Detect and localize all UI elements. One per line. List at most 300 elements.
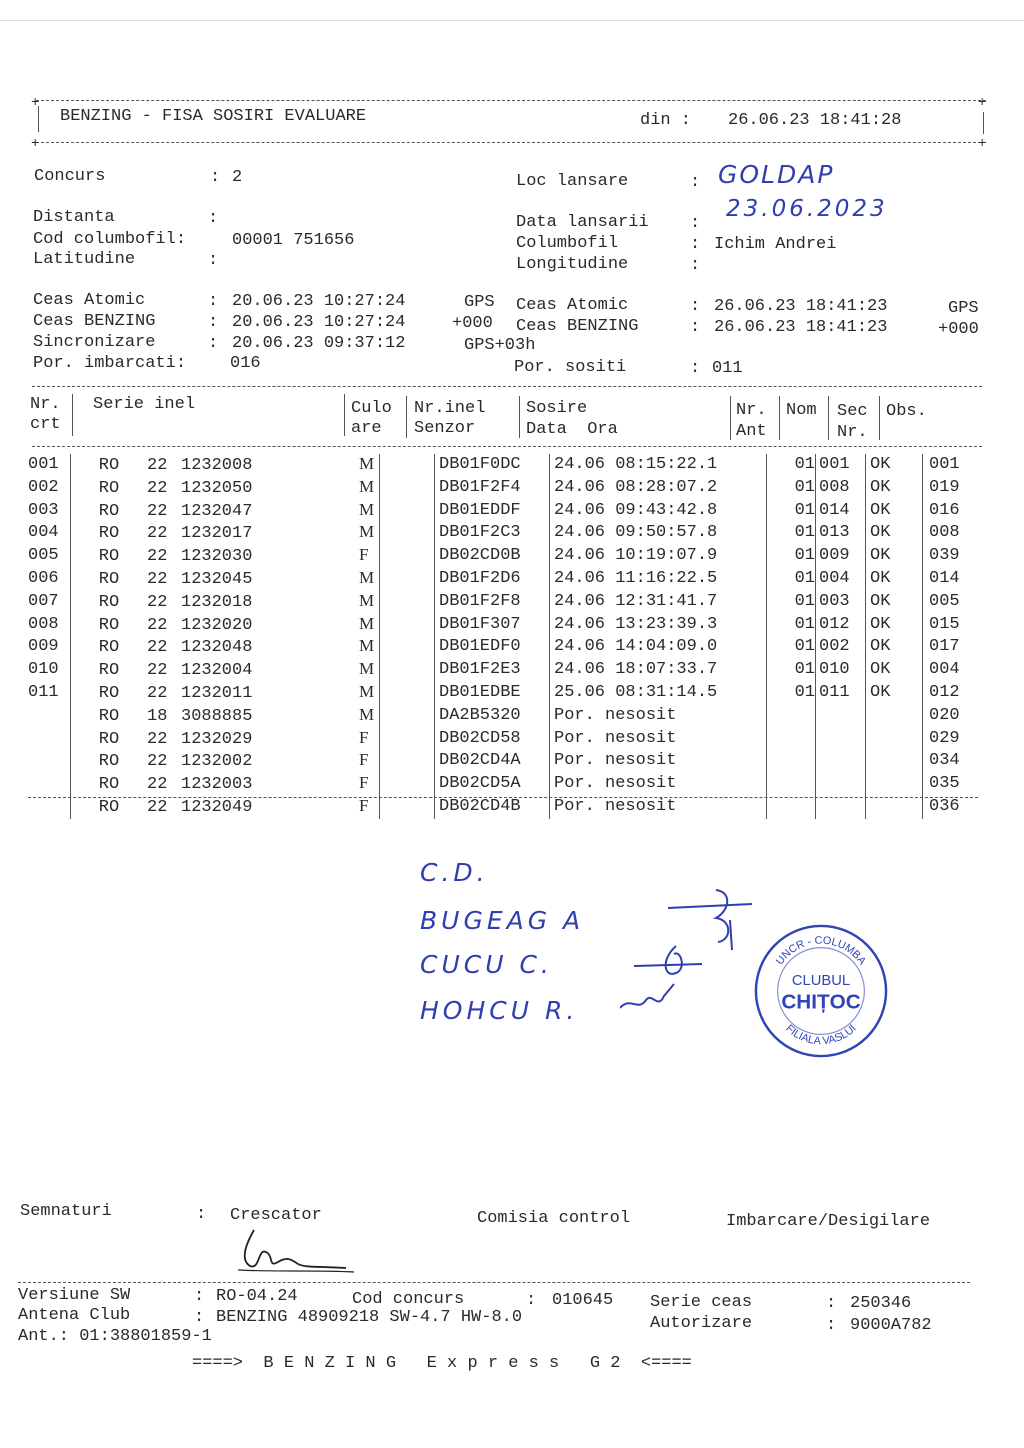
row-obs: 039 [929,546,960,566]
row-serie [71,796,380,819]
row-sex: M [359,704,375,724]
cod-columbofil-value: 00001 751656 [232,231,355,250]
table-row [28,545,960,568]
row-culoare [380,796,435,819]
row-an: 22 [147,524,168,544]
row-culoare [380,636,435,659]
row-obs: 017 [929,637,960,657]
latitudine-label: Latitudine [33,250,136,269]
row-obs: 012 [929,682,960,702]
row-obs: 016 [929,500,960,520]
row-numar: 1232047 [181,501,253,521]
row-obs: 004 [929,660,960,680]
ceas-benzing-right-value: 26.06.23 18:41:23 [714,318,888,337]
row-tara: RO [98,592,120,612]
row-serie [71,705,380,728]
row-ant [767,796,816,819]
table-row [28,477,960,500]
longitudine-label: Longitudine [516,255,629,274]
row-numar: 1232002 [181,752,253,772]
concurs-value: 2 [232,168,243,187]
row-sec [866,750,923,773]
crescator-signature [236,1226,356,1282]
table-row [28,705,960,728]
row-sosire: Por. nesosit [550,728,767,751]
row-obs: 035 [929,774,960,794]
crescator-label: Crescator [230,1206,322,1225]
ceas-atomic-right-value: 26.06.23 18:41:23 [714,297,888,316]
row-culoare [380,614,435,637]
row-sosire: Por. nesosit [550,750,767,773]
row-nom: 004 [816,568,866,591]
row-nom: 009 [816,545,866,568]
row-an: 22 [147,775,168,795]
row-sex: F [359,727,369,747]
report-date: 26.06.23 18:41:28 [728,111,902,130]
row-culoare [380,568,435,591]
row-senzor: DB02CD4B [435,796,550,819]
row-an: 22 [147,661,168,681]
row-culoare [380,591,435,614]
header-nr-ant: Nr. [736,401,767,420]
row-sec [866,705,923,728]
row-tara: RO [98,638,120,658]
sositi-label: Por. sositi [514,358,627,377]
cod-concurs-value: 010645 [552,1291,614,1310]
row-nom: 014 [816,500,866,523]
row-numar: 1232050 [181,478,253,498]
row-tara: RO [98,683,120,703]
row-numar: 1232030 [181,547,253,567]
row-nr [28,705,71,728]
row-sex: M [359,476,375,496]
row-culoare [380,545,435,568]
ceas-benzing-label: Ceas BENZING [33,312,156,331]
row-sex: F [359,773,369,793]
row-an: 18 [147,706,168,726]
row-ant: 01 [767,454,816,477]
row-ant [767,773,816,796]
row-sec: OK [866,500,923,523]
row-nom: 008 [816,477,866,500]
row-an: 22 [147,569,168,589]
row-obs: 029 [929,728,960,748]
row-obs: 008 [929,523,960,543]
row-sec: OK [866,591,923,614]
imbarcati-value: 016 [230,354,261,373]
row-ant [767,728,816,751]
row-ant: 01 [767,545,816,568]
row-serie [71,545,380,568]
row-sec [866,796,923,819]
table-bottom-rule [28,797,978,798]
row-ant: 01 [767,636,816,659]
row-ant: 01 [767,682,816,705]
row-an: 22 [147,752,168,772]
row-serie [71,636,380,659]
row-culoare [380,500,435,523]
row-tara: RO [98,456,120,475]
row-senzor: DB01F2F8 [435,591,550,614]
row-sosire: 24.06 18:07:33.7 [550,659,767,682]
comisia-control-label: Comisia control [477,1209,631,1228]
row-serie [71,773,380,796]
report-date-label: din : [640,111,692,130]
header-culoare-2: are [351,419,382,438]
row-sec: OK [866,522,923,545]
row-ant: 01 [767,568,816,591]
row-culoare [380,773,435,796]
stamp-center-1: CLUBUL [791,973,851,990]
row-ant: 01 [767,591,816,614]
row-sosire: 24.06 13:23:39.3 [550,614,767,637]
row-nom [816,773,866,796]
row-serie [71,614,380,637]
ceas-atomic-label: Ceas Atomic [33,291,146,310]
page-edge-line [0,20,1024,21]
row-numar: 1232018 [181,592,253,612]
row-numar: 1232008 [181,456,253,475]
imbarcare-desigilare-label: Imbarcare/Desigilare [726,1212,931,1231]
row-an: 22 [147,501,168,521]
row-an: 22 [147,615,168,635]
serie-ceas-label: Serie ceas [650,1293,753,1312]
row-sex: F [359,750,369,770]
table-row [28,750,960,773]
serie-ceas-value: 250346 [850,1294,912,1313]
row-tara: RO [98,729,120,749]
row-ant: 01 [767,614,816,637]
row-sec: OK [866,659,923,682]
row-senzor: DB01F307 [435,614,550,637]
distanta-label: Distanta [33,208,115,227]
row-nr: 010 [28,659,71,682]
row-obs: 005 [929,591,960,611]
concurs-label: Concurs [34,167,106,186]
row-nom: 011 [816,682,866,705]
row-sosire: 24.06 08:15:22.1 [550,454,767,477]
header-sec: Sec [837,402,868,421]
cod-columbofil-label: Cod columbofil: [33,230,187,249]
row-sex: M [359,567,375,587]
row-nom: 003 [816,591,866,614]
loc-lansare-label: Loc lansare [516,172,629,191]
ceas-atomic-right-label: Ceas Atomic [516,296,629,315]
row-numar: 1232004 [181,661,253,681]
row-serie [71,750,380,773]
club-stamp [752,922,890,1060]
row-sosire: 24.06 09:43:42.8 [550,500,767,523]
row-sec: OK [866,454,923,477]
row-culoare [380,705,435,728]
row-tara: RO [98,661,120,681]
row-obs: 034 [929,751,960,771]
row-nom [816,705,866,728]
row-culoare [380,477,435,500]
row-numar: 1232029 [181,729,253,749]
header-nom: Nom [786,401,817,420]
row-senzor: DB01F2C3 [435,522,550,545]
row-sosire: 24.06 10:19:07.9 [550,545,767,568]
row-tara: RO [98,797,120,817]
row-numar: 1232017 [181,524,253,544]
row-sosire: 24.06 12:31:41.7 [550,591,767,614]
header-nr: Nr. [30,395,61,414]
table-row [28,500,960,523]
table-row [28,568,960,591]
row-nom [816,796,866,819]
row-obs: 014 [929,568,960,588]
row-sex: F [359,545,369,565]
row-nom: 010 [816,659,866,682]
row-numar: 1232045 [181,569,253,589]
table-row [28,614,960,637]
semnaturi-label: Semnaturi [20,1202,112,1221]
row-sex: M [359,590,375,610]
row-senzor: DB01F2F4 [435,477,550,500]
antena-club-value: BENZING 48909218 SW-4.7 HW-8.0 [216,1308,523,1327]
row-tara: RO [98,615,120,635]
row-senzor: DB01F2D6 [435,568,550,591]
row-culoare [380,750,435,773]
row-sec [866,773,923,796]
imbarcati-label: Por. imbarcati: [33,354,187,373]
row-culoare [380,728,435,751]
row-an: 22 [147,547,168,567]
row-nr: 009 [28,636,71,659]
header-sec-nr: Nr. [837,423,868,442]
row-numar: 1232049 [181,797,253,817]
row-numar: 1232003 [181,775,253,795]
row-nr [28,750,71,773]
row-sex: M [359,613,375,633]
row-tara: RO [98,478,120,498]
row-sex: M [359,659,375,679]
table-row [28,682,960,705]
row-senzor: DB01F0DC [435,454,550,477]
row-obs: 020 [929,705,960,725]
antena-club-label: Antena Club [18,1306,131,1325]
table-row [28,522,960,545]
row-sex: F [359,795,369,815]
row-an: 22 [147,592,168,612]
header-culoare-1: Culo [351,399,392,418]
row-numar: 3088885 [181,706,253,726]
row-ant [767,705,816,728]
row-obs: 019 [929,477,960,497]
row-nr [28,728,71,751]
handwritten-hohcu: HOHCU R. [420,996,579,1025]
ceas-atomic-suffix: GPS [464,293,495,312]
row-tara: RO [98,524,120,544]
row-nr [28,773,71,796]
ceas-benzing-suffix: +000 [452,314,493,333]
table-row [28,591,960,614]
sincronizare-value: 20.06.23 09:37:12 [232,334,406,353]
table-row [28,636,960,659]
row-nom: 001 [816,454,866,477]
row-numar: 1232020 [181,615,253,635]
row-tara: RO [98,775,120,795]
header-crt: crt [30,415,61,434]
table-row [28,773,960,796]
ceas-benzing-right-suffix: +000 [938,320,979,339]
ceas-atomic-right-suffix: GPS [948,299,979,318]
versiune-value: RO-04.24 [216,1287,298,1306]
ceas-atomic-value: 20.06.23 10:27:24 [232,292,406,311]
row-nr [28,796,71,819]
handwritten-cucu: CUCU C. [420,950,553,979]
data-lansarii-value: 23.06.2023 [726,196,888,222]
row-culoare [380,522,435,545]
cod-concurs-label: Cod concurs [352,1290,465,1309]
semnaturi-separator: : [196,1205,207,1224]
row-obs: 015 [929,614,960,634]
header-serie-inel: Serie inel [93,395,196,414]
row-ant [767,750,816,773]
row-senzor: DB01EDDF [435,500,550,523]
row-ant: 01 [767,500,816,523]
row-obs: 036 [929,796,960,816]
row-serie [71,477,380,500]
row-senzor: DB02CD58 [435,728,550,751]
row-senzor: DB02CD5A [435,773,550,796]
header-nr-inel: Nr.inel [414,399,486,418]
columbofil-value: Ichim Andrei [714,235,837,254]
row-senzor: DB01EDBE [435,682,550,705]
row-nr: 002 [28,477,71,500]
row-ant: 01 [767,522,816,545]
header-sosire: Sosire [526,399,588,418]
row-tara: RO [98,706,120,726]
row-sec: OK [866,477,923,500]
row-ant: 01 [767,477,816,500]
sincronizare-suffix: GPS+03h [464,336,536,355]
row-culoare [380,659,435,682]
row-tara: RO [98,569,120,589]
row-senzor: DB01F2E3 [435,659,550,682]
row-sosire: Por. nesosit [550,705,767,728]
row-sosire: 24.06 11:16:22.5 [550,568,767,591]
table-row [28,659,960,682]
loc-lansare-value: GOLDAP [718,160,835,189]
row-nom [816,750,866,773]
row-nom: 013 [816,522,866,545]
row-nr: 004 [28,522,71,545]
row-nom: 012 [816,614,866,637]
row-sex: M [359,522,375,542]
row-serie [71,659,380,682]
results-table [28,454,960,819]
report-title: BENZING - FISA SOSIRI EVALUARE [60,107,367,126]
row-serie [71,522,380,545]
stamp-center-2: CHIȚOC [781,990,861,1014]
row-an: 22 [147,456,168,475]
versiune-label: Versiune SW [18,1286,131,1305]
header-ant: Ant [736,422,767,441]
row-nr: 006 [28,568,71,591]
row-sex: M [359,636,375,656]
row-sec [866,728,923,751]
row-senzor: DB02CD4A [435,750,550,773]
row-nr: 008 [28,614,71,637]
table-row [28,454,960,477]
handwritten-bugeag: BUGEAG A [420,906,585,935]
row-sec: OK [866,682,923,705]
row-an: 22 [147,797,168,817]
row-senzor: DB02CD0B [435,545,550,568]
header-senzor: Senzor [414,419,476,438]
ceas-benzing-value: 20.06.23 10:27:24 [232,313,406,332]
row-sosire: 24.06 14:04:09.0 [550,636,767,659]
row-an: 22 [147,729,168,749]
row-tara: RO [98,547,120,567]
row-nr: 005 [28,545,71,568]
row-nr: 007 [28,591,71,614]
row-sec: OK [866,636,923,659]
row-sec: OK [866,545,923,568]
row-an: 22 [147,478,168,498]
row-tara: RO [98,752,120,772]
ceas-benzing-right-label: Ceas BENZING [516,317,639,336]
row-serie [71,568,380,591]
row-sex: M [359,499,375,519]
ant-line: Ant.: 01:38801859-1 [18,1327,212,1346]
row-culoare [380,454,435,477]
row-sex: M [359,681,375,701]
row-serie [71,728,380,751]
sincronizare-label: Sincronizare [33,333,156,352]
brand-line: ====> B E N Z I N G E x p r e s s G 2 <==== [192,1354,692,1373]
handwritten-cd: C.D. [420,858,489,887]
row-an: 22 [147,683,168,703]
row-tara: RO [98,501,120,521]
row-nom [816,728,866,751]
row-sex: M [359,454,375,473]
row-senzor: DA2B5320 [435,705,550,728]
row-culoare [380,682,435,705]
row-sec: OK [866,614,923,637]
row-obs: 001 [929,455,960,474]
table-row [28,728,960,751]
row-nr: 011 [28,682,71,705]
sositi-value: 011 [712,359,743,378]
stamp-bottom-text: FILIALA VASLUI [783,1022,859,1048]
row-serie [71,682,380,705]
row-numar: 1232011 [181,683,253,703]
row-ant: 01 [767,659,816,682]
row-sosire: Por. nesosit [550,796,767,819]
row-an: 22 [147,638,168,658]
stamp-top-text: UNCR - COLUMBA [773,934,869,968]
row-numar: 1232048 [181,638,253,658]
row-sec: OK [866,568,923,591]
row-serie [71,591,380,614]
header-obs: Obs. [886,402,927,421]
columbofil-label: Columbofil [516,234,619,253]
row-senzor: DB01EDF0 [435,636,550,659]
row-serie [71,454,380,477]
autorizare-label: Autorizare [650,1314,753,1333]
row-sosire: 24.06 09:50:57.8 [550,522,767,545]
row-nom: 002 [816,636,866,659]
table-row [28,796,960,819]
row-serie [71,500,380,523]
row-sosire: 24.06 08:28:07.2 [550,477,767,500]
data-lansarii-label: Data lansarii [516,213,649,232]
row-sosire: Por. nesosit [550,773,767,796]
header-data-ora: Data Ora [526,420,618,439]
